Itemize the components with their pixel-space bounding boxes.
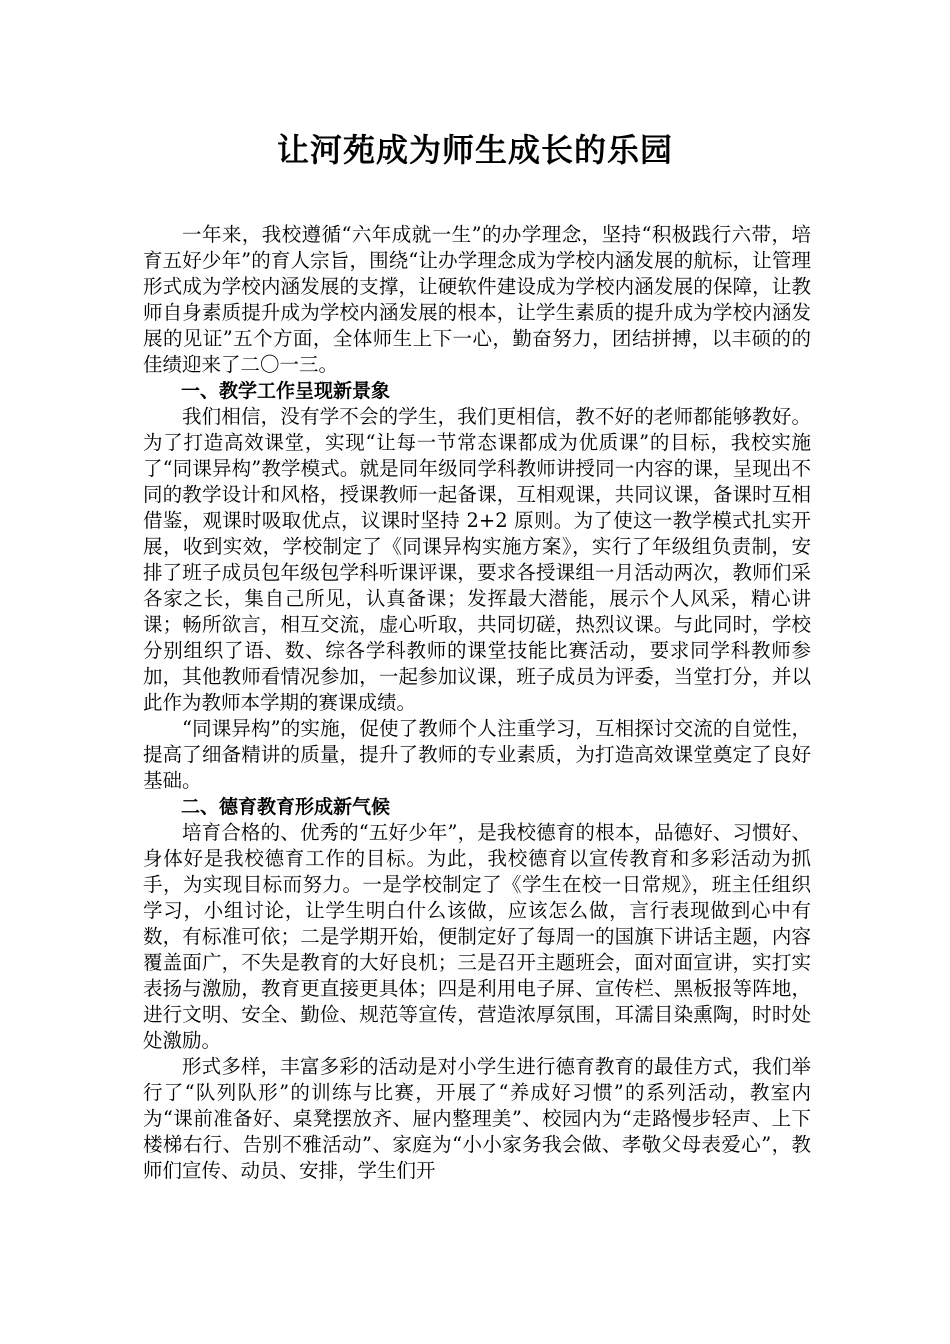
section-1-heading: 一、教学工作呈现新景象 [181,380,391,402]
section-2-paragraph-2: 形式多样，丰富多彩的活动是对小学生进行德育教育的最佳方式，我们举行了“队列队形”的训练与比赛，开展了“养成好习惯”的系列活动，教室内为“课前准备好、桌凳摆放齐、屉内整理美”、校园内为“走路慢步轻声、上下楼梯右行、告别不雅活动”、家庭为“小小家务我会做、孝敬父母表爱心”，教师们宣传、动员、安排，学生们开 [143,1055,811,1182]
section-2-paragraph-1: 培育合格的、优秀的“五好少年”，是我校德育的根本，品德好、习惯好、身体好是我校德育工作的目标。为此，我校德育以宣传教育和多彩活动为抓手，为实现目标而努力。一是学校制定了《学生在校一日常规》，班主任组织学习，小组讨论，让学生明白什么该做，应该怎么做，言行表现做到心中有数，有标准可依；二是学期开始，便制定好了每周一的国旗下讲话主题，内容覆盖面广，不失是教育的大好良机；三是召开主题班会，面对面宣讲，实打实表扬与激励，教育更直接更具体；四是利用电子屏、宣传栏、黑板报等阵地，进行文明、安全、勤俭、规范等宣传，营造浓厚氛围，耳濡目染熏陶，时时处处激励。 [143,821,811,1052]
document-title: 让河苑成为师生成长的乐园 [276,131,673,169]
intro-paragraph: 一年来，我校遵循“六年成就一生”的办学理念，坚持“积极践行六带，培育五好少年”的育人宗旨，围绕“让办学理念成为学校内涵发展的航标，让管理形式成为学校内涵发展的支撑，让硬软件建设成为学校内涵发展的保障，让教师自身素质提升成为学校内涵发展的根本，让学生素质的提升成为学校内涵发展的见证”五个方面，全体师生上下一心，勤奋努力，团结拼搏，以丰硕的的佳绩迎来了二〇一三。 [143,223,811,376]
section-1-paragraph-1: 我们相信，没有学不会的学生，我们更相信，教不好的老师都能够教好。为了打造高效课堂，实现“让每一节常态课都成为优质课”的目标，我校实施了“同课异构”教学模式。就是同年级同学科教师讲授同一内容的课，呈现出不同的教学设计和风格，授课教师一起备课，互相观课，共同议课，备课时互相借鉴，观课时吸取优点，议课时坚持 2+2 原则。为了使这一教学模式扎实开展，收到实效，学校制定了《同课异构实施方案》，实行了年级组负责制，安排了班子成员包年级包学科听课评课，要求各授课组一月活动两次，教师们采各家之长，集自己所见，认真备课；发挥最大潜能，展示个人风采，精心讲课；畅所欲言，相互交流，虚心听取，共同切磋，热烈议课。与此同时，学校分别组织了语、数、综各学科教师的课堂技能比赛活动，要求同学科教师参加，其他教师看情况参加，一起参加议课，班子成员为评委，当堂打分，并以此作为教师本学期的赛课成绩。 [143,405,811,714]
section-1-paragraph-2: “同课异构”的实施，促使了教师个人注重学习，互相探讨交流的自觉性，提高了细备精讲的质量，提升了教师的专业素质，为打造高效课堂奠定了良好基础。 [143,717,811,792]
document-body [143,222,811,1184]
section-2-heading: 二、德育教育形成新气候 [181,796,391,818]
